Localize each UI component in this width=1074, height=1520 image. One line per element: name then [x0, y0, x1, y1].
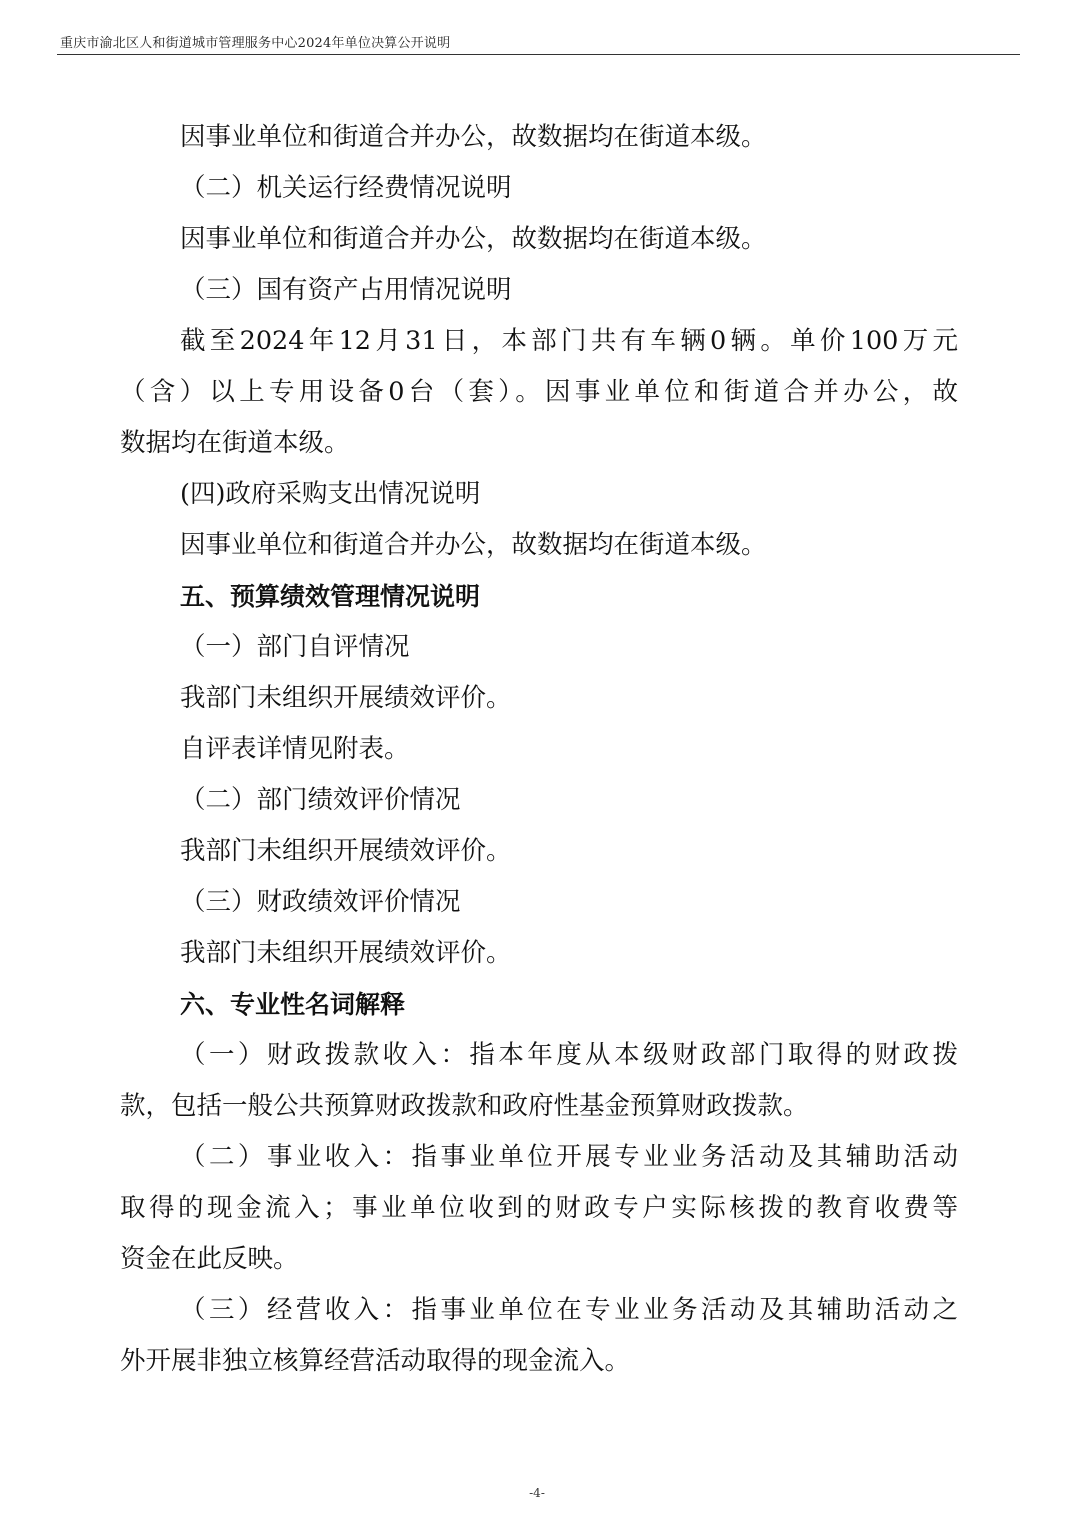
paragraph-line: 取得的现金流入；事业单位收到的财政专户实际核拨的教育收费等: [120, 1193, 958, 1223]
subsection-heading: （一）部门自评情况: [180, 632, 410, 662]
paragraph-line: 因事业单位和街道合并办公，故数据均在街道本级。: [180, 122, 767, 152]
paragraph-line: 自评表详情见附表。: [180, 734, 410, 764]
paragraph-line: （二）事业收入：指事业单位开展专业业务活动及其辅助活动: [180, 1142, 958, 1172]
subsection-heading: （二）机关运行经费情况说明: [180, 173, 512, 203]
paragraph-line: 外开展非独立核算经营活动取得的现金流入。: [120, 1346, 631, 1376]
paragraph-line: 我部门未组织开展绩效评价。: [180, 836, 512, 866]
subsection-heading: （三）财政绩效评价情况: [180, 887, 461, 917]
running-header: 重庆市渝北区人和街道城市管理服务中心2024年单位决算公开说明: [60, 36, 451, 51]
paragraph-line: 资金在此反映。: [120, 1244, 299, 1274]
paragraph-line: 款，包括一般公共预算财政拨款和政府性基金预算财政拨款。: [120, 1091, 809, 1121]
header-rule: [57, 54, 1020, 55]
subsection-heading: （三）国有资产占用情况说明: [180, 275, 512, 305]
paragraph-line: 截至2024年12月31日，本部门共有车辆0辆。单价100万元: [180, 326, 958, 356]
subsection-heading: (四)政府采购支出情况说明: [180, 479, 481, 509]
body-text: [120, 112, 958, 1387]
subsection-heading: （二）部门绩效评价情况: [180, 785, 461, 815]
page-number: -4-: [529, 1486, 545, 1500]
paragraph-line: 数据均在街道本级。: [120, 428, 350, 458]
paragraph-line: 因事业单位和街道合并办公，故数据均在街道本级。: [180, 530, 767, 560]
paragraph-line: 我部门未组织开展绩效评价。: [180, 938, 512, 968]
paragraph-line: （一）财政拨款收入：指本年度从本级财政部门取得的财政拨: [180, 1040, 958, 1070]
section-heading: 六、专业性名词解释: [180, 990, 406, 1019]
paragraph-line: （含）以上专用设备0台（套）。因事业单位和街道合并办公，故: [120, 377, 958, 407]
section-heading: 五、预算绩效管理情况说明: [180, 582, 481, 611]
paragraph-line: 我部门未组织开展绩效评价。: [180, 683, 512, 713]
paragraph-line: （三）经营收入：指事业单位在专业业务活动及其辅助活动之: [180, 1295, 958, 1325]
paragraph-line: 因事业单位和街道合并办公，故数据均在街道本级。: [180, 224, 767, 254]
